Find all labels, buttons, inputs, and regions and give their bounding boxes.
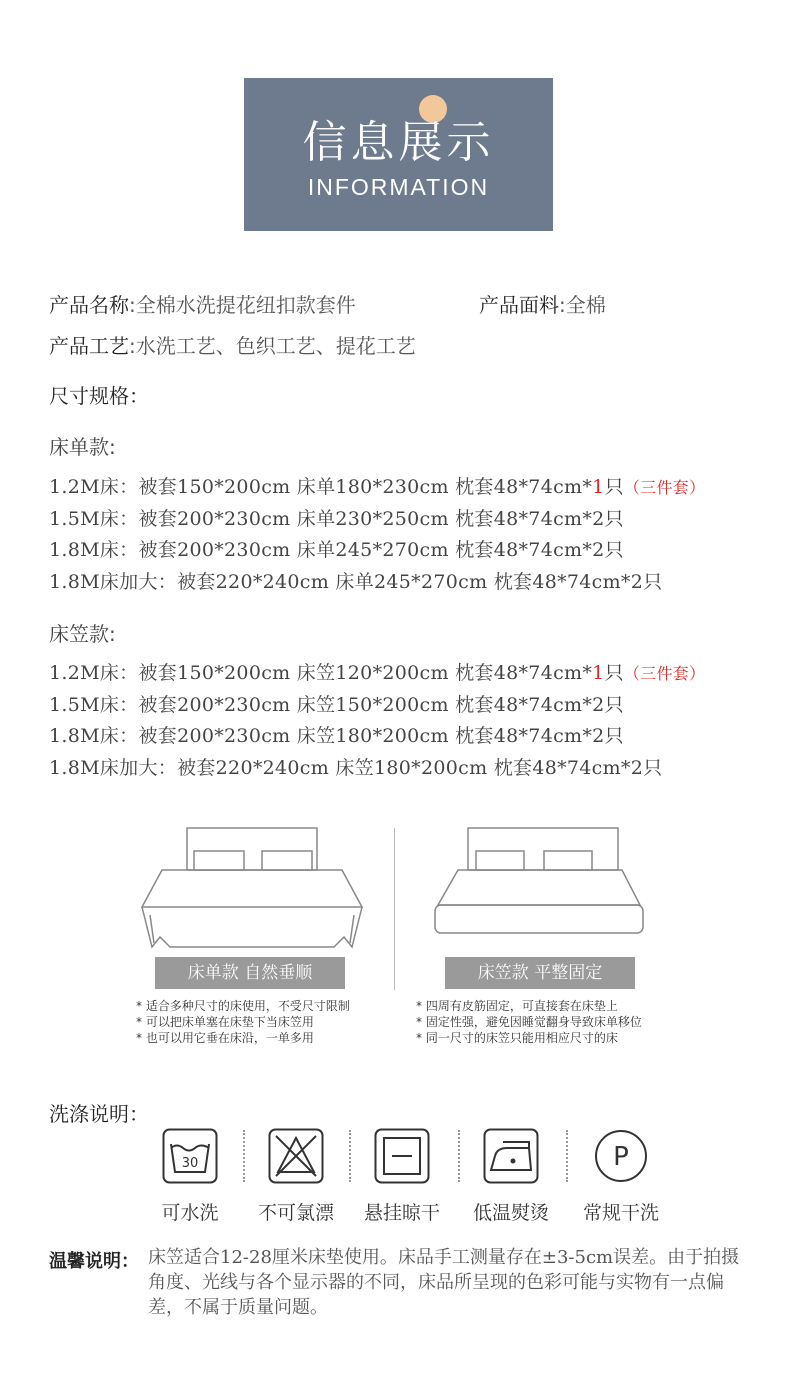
flat-sheet-notes [136,998,350,1046]
size-row-text: 1.8M床：被套200*230cm 床笠180*200cm 枕套48*74cm*2只 [49,725,624,747]
fitted-size-row [49,753,705,785]
sheet-size-row [49,535,705,567]
product-craft-value: :水洗工艺、色织工艺、提花工艺 [129,334,416,358]
note-line: * 适合多种尺寸的床使用，不受尺寸限制 [136,999,350,1013]
low-iron-icon [483,1128,539,1184]
size-row-text: 1.2M床：被套150*200cm 床单180*230cm 枕套48*74cm* [49,476,593,498]
sheet-size-row [49,472,705,504]
note-line: * 四周有皮筋固定，可直接套在床垫上 [416,999,618,1013]
size-row-note: （三件套） [623,478,706,497]
tip-text: 床笠适合12-28厘米床垫使用。床品手工测量存在±3-5cm误差。由于拍摄角度、光线与各个显示器的不同，床品所呈现的色彩可能与实物有一点偏差，不属于质量问题。 [148,1247,740,1318]
header-banner [244,78,553,231]
flat-sheet-bed-icon [132,825,372,955]
fitted-sheet-notes [416,998,642,1046]
care-item-hang [347,1128,457,1225]
sheet-size-list [49,472,705,598]
fitted-size-list [49,658,705,784]
dry-clean-letter: P [613,1142,629,1172]
fitted-sheet-bed-icon [430,825,650,940]
wash-temp: 30 [181,1156,199,1171]
product-craft-key: 产品工艺 [49,334,129,358]
product-craft [49,330,416,359]
note-line: * 同一尺寸的床笠只能用相应尺寸的床 [416,1031,618,1045]
fitted-size-row [49,658,705,690]
fitted-size-row [49,690,705,722]
care-item-iron [456,1128,566,1225]
size-row-count: 1 [592,662,605,684]
fitted-size-row [49,721,705,753]
care-label: 低温熨烫 [472,1202,549,1224]
wash-30-icon [162,1128,218,1184]
sheet-section-title: 床单款: [49,435,116,459]
note-line: * 也可以用它垂在床沿，一单多用 [136,1031,314,1045]
care-label: 可水洗 [161,1202,219,1224]
product-fabric-key: 产品面料 [479,293,559,317]
fitted-section-title: 床笠款: [49,622,116,646]
size-row-note: （三件套） [623,664,706,683]
fitted-sheet-label: 床笠款 平整固定 [445,957,635,989]
size-row-text: 1.5M床：被套200*230cm 床笠150*200cm 枕套48*74cm*2只 [49,693,624,716]
product-name-key: 产品名称 [49,293,129,317]
care-label: 不可氯漂 [257,1202,334,1224]
sheet-size-row [49,567,705,599]
product-fabric-value: :全棉 [559,293,606,317]
product-name-value: :全棉水洗提花纽扣款套件 [129,293,356,317]
care-item-bleach [241,1128,351,1225]
care-item-dryclean [566,1128,676,1225]
flat-sheet-label: 床单款 自然垂顺 [155,957,345,989]
tip-key: 温馨说明： [49,1251,139,1272]
size-row-text: 1.8M床：被套200*230cm 床单245*270cm 枕套48*74cm*2只 [49,539,624,561]
size-row-count: 1 [592,476,605,498]
size-row-text: 1.2M床：被套150*200cm 床笠120*200cm 枕套48*74cm* [49,662,593,684]
care-label: 悬挂晾干 [363,1202,440,1224]
no-bleach-icon [268,1128,324,1184]
size-row-unit: 只 [604,476,624,498]
care-label: 常规干洗 [582,1202,659,1224]
product-fabric [479,289,606,318]
note-line: * 固定性强，避免因睡觉翻身导致床单移位 [416,1015,642,1029]
product-name [49,289,356,318]
size-row-text: 1.8M床加大：被套220*240cm 床笠180*200cm 枕套48*74cm*2只 [49,756,663,779]
compare-divider [394,828,395,990]
dry-clean-icon [593,1128,649,1184]
size-title: 尺寸规格： [49,384,149,408]
sheet-size-row [49,504,705,536]
care-title: 洗涤说明： [49,1102,149,1126]
size-row-text: 1.8M床加大：被套220*240cm 床单245*270cm 枕套48*74cm*2只 [49,570,663,593]
care-item-wash [135,1128,245,1225]
size-row-unit: 只 [604,662,624,684]
note-line: * 可以把床单塞在床垫下当床笠用 [136,1015,314,1029]
hang-dry-icon [374,1128,430,1184]
size-row-text: 1.5M床：被套200*230cm 床单230*250cm 枕套48*74cm*2只 [49,507,624,530]
header-subtitle: INFORMATION [307,174,490,200]
header-title: 信息展示 [302,117,495,168]
